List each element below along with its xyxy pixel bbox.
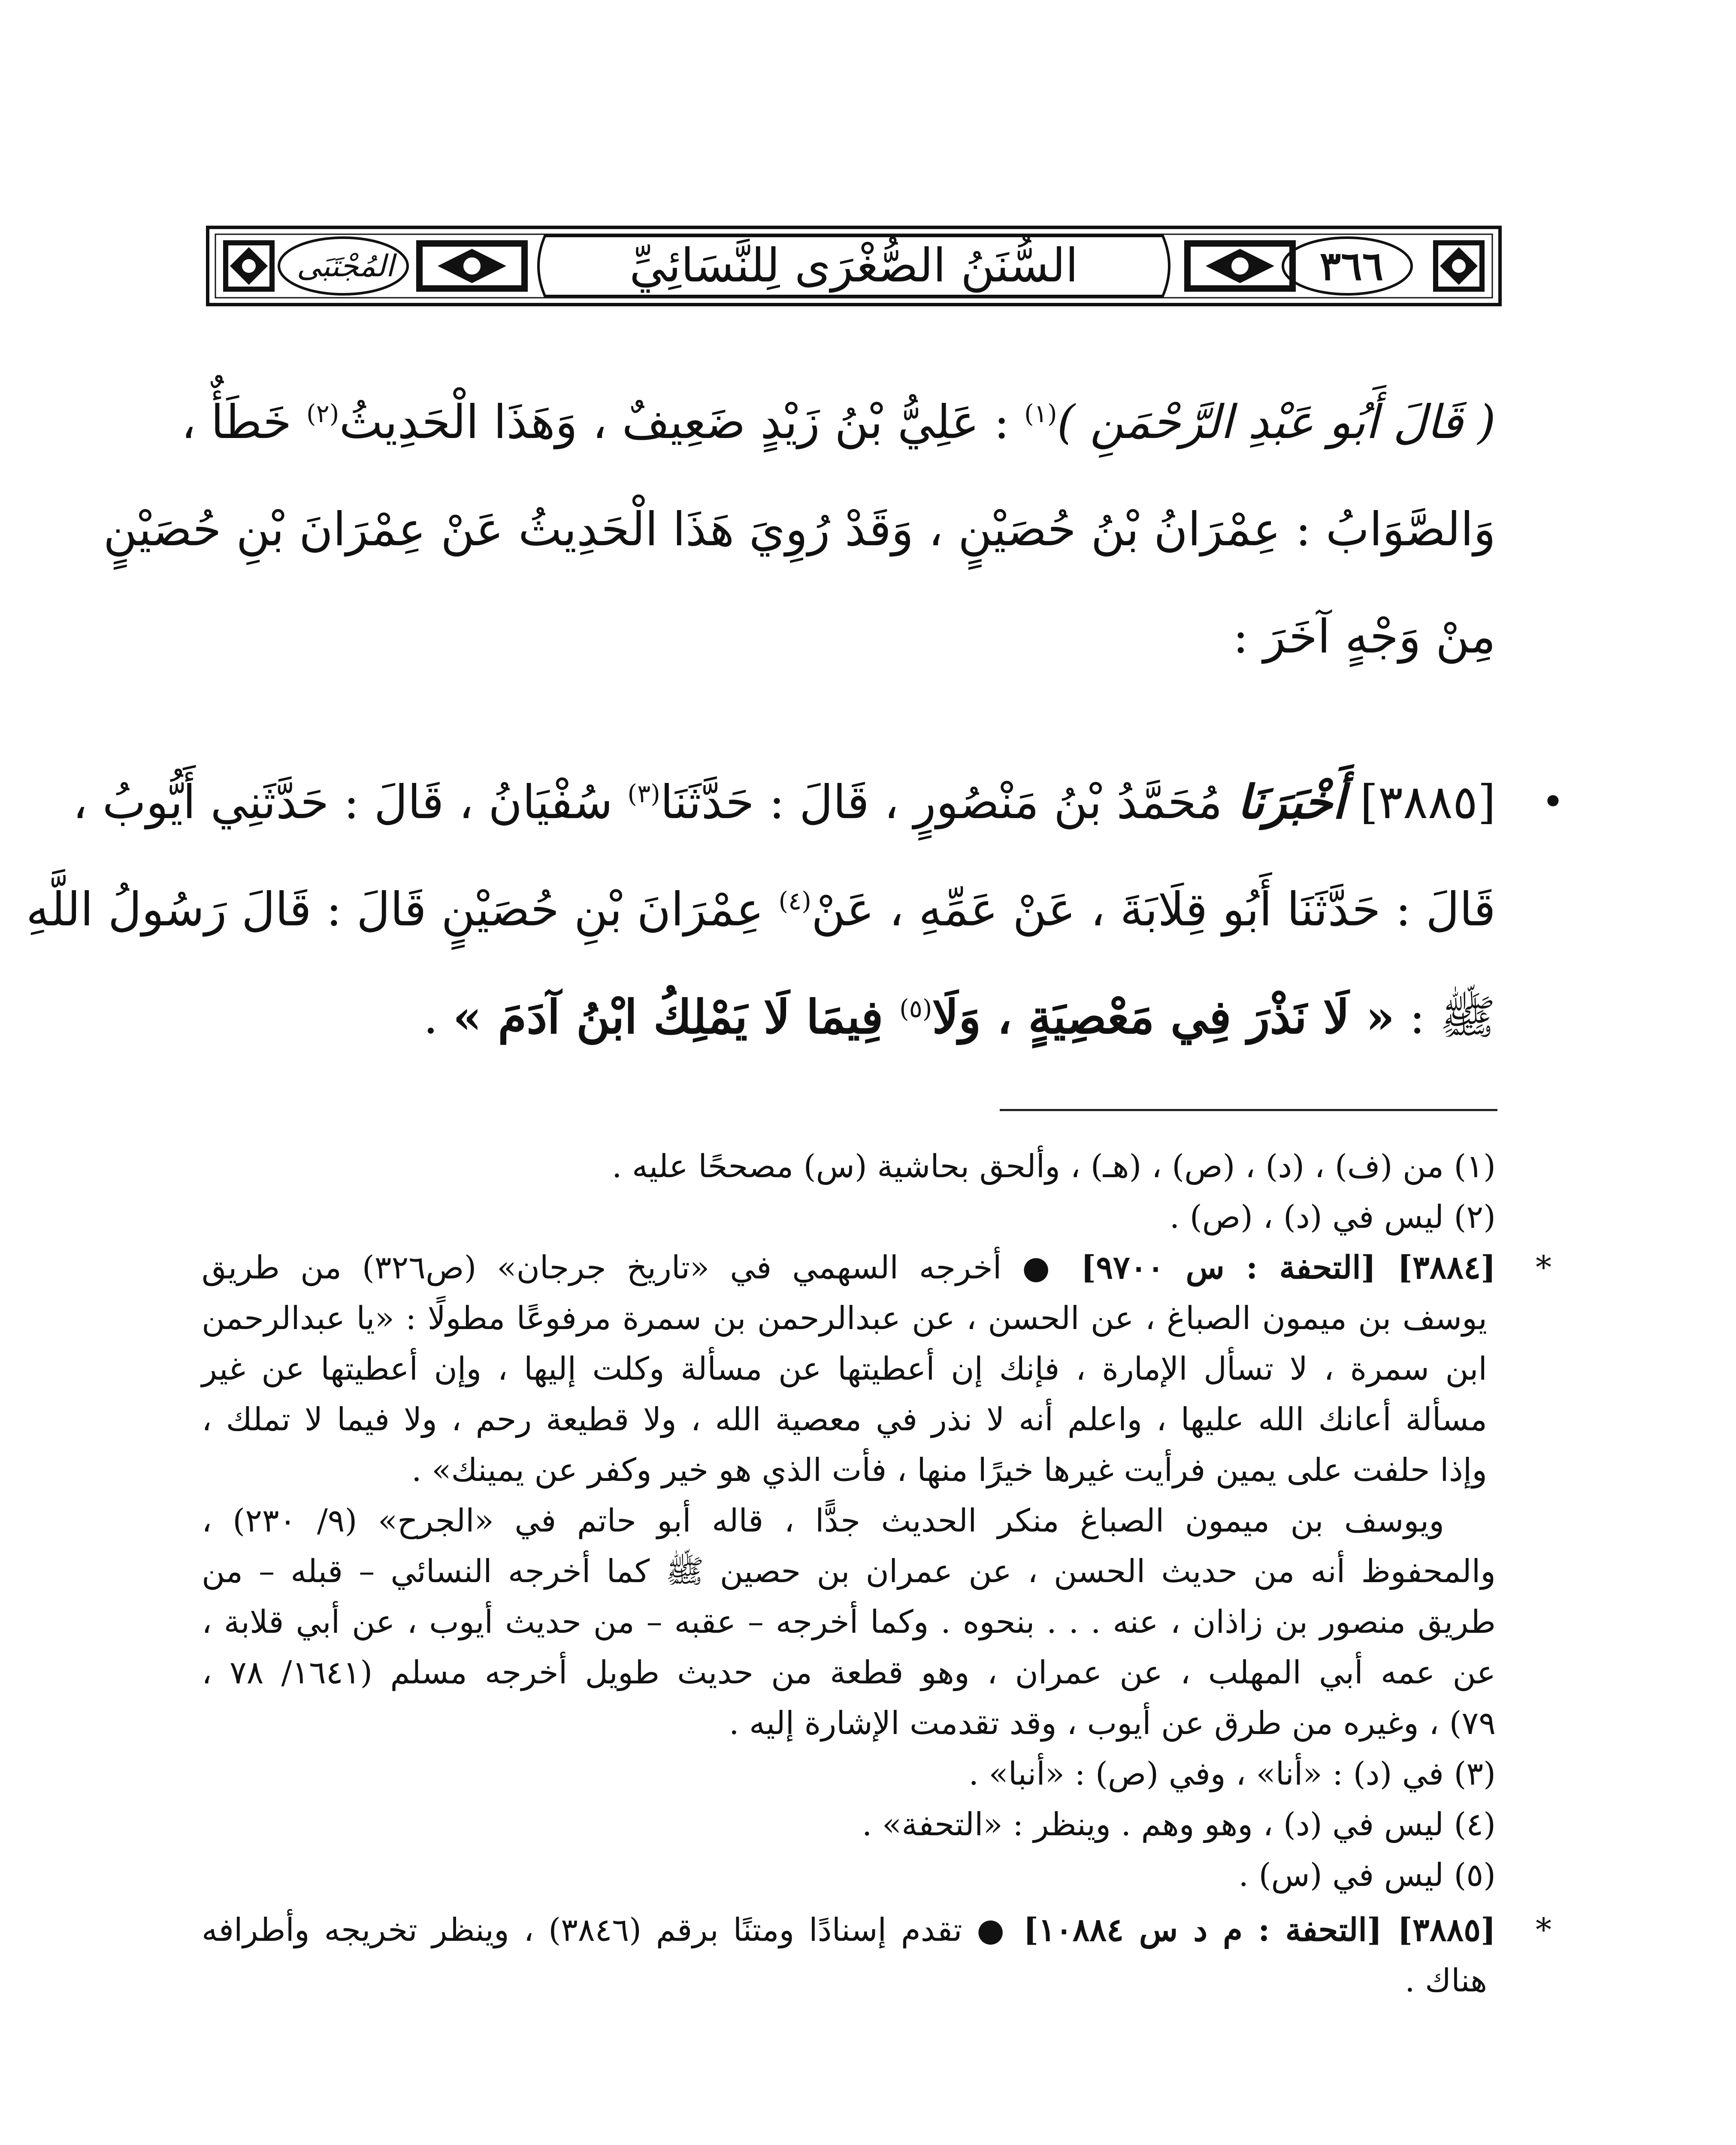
footnote-separator	[1000, 1109, 1497, 1111]
tuhfa-ref: [٣٨٨٥] [التحفة : م د س ١٠٨٨٤]	[1023, 1912, 1496, 1949]
footnote-line: والمحفوظ أنه من حديث الحسن ، عن عمران بن حصين ﷺ كما أخرجه النسائي – قبله – من	[202, 1553, 1496, 1590]
footnote-line: طريق منصور بن زاذان ، عنه . . . بنحوه . وكما أخرجه – عقبه – من حديث أيوب ، عن أبي قلابة ،	[202, 1604, 1496, 1640]
hadith-number: [٣٨٨٥]	[1345, 776, 1496, 829]
footnote-line: ويوسف بن ميمون الصباغ منكر الحديث جدًّا ، قاله أبو حاتم في «الجرح» (٩/ ٢٣٠) ،	[202, 1502, 1444, 1539]
main-text-para1	[103, 369, 1496, 691]
text-span: ● أخرجه السهمي في «تاريخ جرجان» (ص٣٢٦) من طريق	[202, 1249, 1081, 1286]
footnote-line: وإذا حلفت على يمين فرأيت غيرها خيرًا منها ، فأت الذي هو خير وكفر عن يمينك» .	[411, 1452, 1487, 1489]
footnote-3: (٣) في (د) : «أنا» ، وفي (ص) : «أنبا» .	[968, 1755, 1496, 1792]
main-line	[73, 749, 1496, 856]
footnote-line: عن عمه أبي المهلب ، عن عمران ، وهو قطعة من حديث طويل أخرجه مسلم (١٦٤١/ ٧٨ ،	[202, 1654, 1496, 1691]
page-header	[206, 223, 1502, 309]
text-span: : عَلِيُّ بْنُ زَيْدٍ ضَعِيفٌ ، وَهَذَا الْحَدِيثُ	[339, 396, 1025, 449]
text-span: ﷺ :	[1394, 991, 1496, 1044]
text-span: سُفْيَانُ ، قَالَ : حَدَّثَنِي أَيُّوبُ ،	[73, 776, 628, 829]
main-line	[202, 964, 1496, 1071]
footnote-ref-4: (٤)	[778, 886, 811, 915]
takhrij-3884	[202, 1242, 1552, 1749]
footnote-line	[202, 1242, 1496, 1293]
bullet-icon: •	[1541, 779, 1564, 825]
footnote-line: هناك .	[1405, 1962, 1487, 1999]
footnote-line: ابن سمرة ، لا تسأل الإمارة ، فإنك إن أعطيتها عن مسألة وكلت إليها ، وإن أعطيتها عن غير	[202, 1350, 1487, 1387]
footnote-5: (٥) ليس في (س) .	[1238, 1857, 1496, 1894]
footnote-line: مسألة أعانك الله عليها ، واعلم أنه لا نذر في معصية الله ، ولا قطيعة رحم ، ولا فيما لا تملك ،	[202, 1401, 1487, 1438]
page-number: ٣٦٦	[1319, 243, 1384, 289]
footnote-1: (١) من (ف) ، (د) ، (ص) ، (هـ) ، وألحق بحاشية (س) مصححًا عليه .	[611, 1148, 1496, 1185]
narrator-phrase: ( قَالَ أَبُو عَبْدِ الرَّحْمَنِ )	[1057, 396, 1496, 449]
star-icon: *	[1536, 1912, 1552, 1949]
footnote-ref-3: (٣)	[627, 779, 660, 808]
text-span: .	[423, 991, 453, 1044]
footnote-line: يوسف بن ميمون الصباغ ، عن الحسن ، عن عبدالرحمن بن سمرة مرفوعًا مطولًا : «يا عبدالرحمن	[202, 1300, 1487, 1337]
book-seal: المُجْتَبَى	[296, 248, 394, 284]
text-span: قَالَ : حَدَّثَنَا أَبُو قِلَابَةَ ، عَنْ عَمِّهِ ، عَنْ	[811, 883, 1496, 937]
main-line	[181, 369, 1496, 476]
prophetic-saying: فِيمَا لَا يَمْلِكُ ابْنُ آدَمَ »	[453, 990, 900, 1044]
main-line: مِنْ وَجْهٍ آخَرَ :	[1233, 610, 1496, 664]
footnote-ref-5: (٥)	[899, 994, 932, 1023]
text-span: عِمْرَانَ بْنِ حُصَيْنٍ قَالَ : قَالَ رَسُولُ اللَّهِ	[26, 883, 779, 937]
prophetic-saying: « لَا نَذْرَ فِي مَعْصِيَةٍ ، وَلَا	[932, 990, 1395, 1044]
akhbarana-word: أَخْبَرَنَا	[1237, 775, 1346, 829]
footnote-line: ٧٩) ، وغيره من طرق عن أيوب ، وقد تقدمت الإشارة إليه .	[729, 1705, 1496, 1742]
text-span: ● تقدم إسنادًا ومتنًا برقم (٣٨٤٦) ، وينظر تخريجه وأطرافه	[202, 1912, 1024, 1949]
main-text-para2	[26, 749, 1564, 1071]
footnote-4: (٤) ليس في (د) ، وهو وهم . وينظر : «التحفة» .	[862, 1806, 1496, 1843]
text-span: خَطَأٌ ،	[181, 396, 306, 449]
book-title: السُّنَنُ الصُّغْرَى لِلنَّسَائِيِّ	[629, 239, 1079, 293]
star-icon: *	[1536, 1249, 1552, 1286]
main-line	[26, 856, 1496, 964]
tuhfa-ref: [٣٨٨٤] [التحفة : س ٩٧٠٠]	[1081, 1249, 1496, 1286]
text-span: مُحَمَّدُ بْنُ مَنْصُورٍ ، قَالَ : حَدَّثَنَا	[660, 776, 1237, 829]
footnote-ref-1: (١)	[1024, 399, 1057, 428]
footnote-2: (٢) ليس في (د) ، (ص) .	[1169, 1199, 1496, 1236]
footnote-ref-2: (٢)	[306, 399, 339, 428]
main-line: وَالصَّوَابُ : عِمْرَانُ بْنُ حُصَيْنٍ ، وَقَدْ رُوِيَ هَذَا الْحَدِيثُ عَنْ عِمْرَانَ بْنِ حُصَيْنٍ	[103, 503, 1496, 556]
footnote-line	[202, 1905, 1496, 1955]
takhrij-3885	[202, 1905, 1552, 2006]
